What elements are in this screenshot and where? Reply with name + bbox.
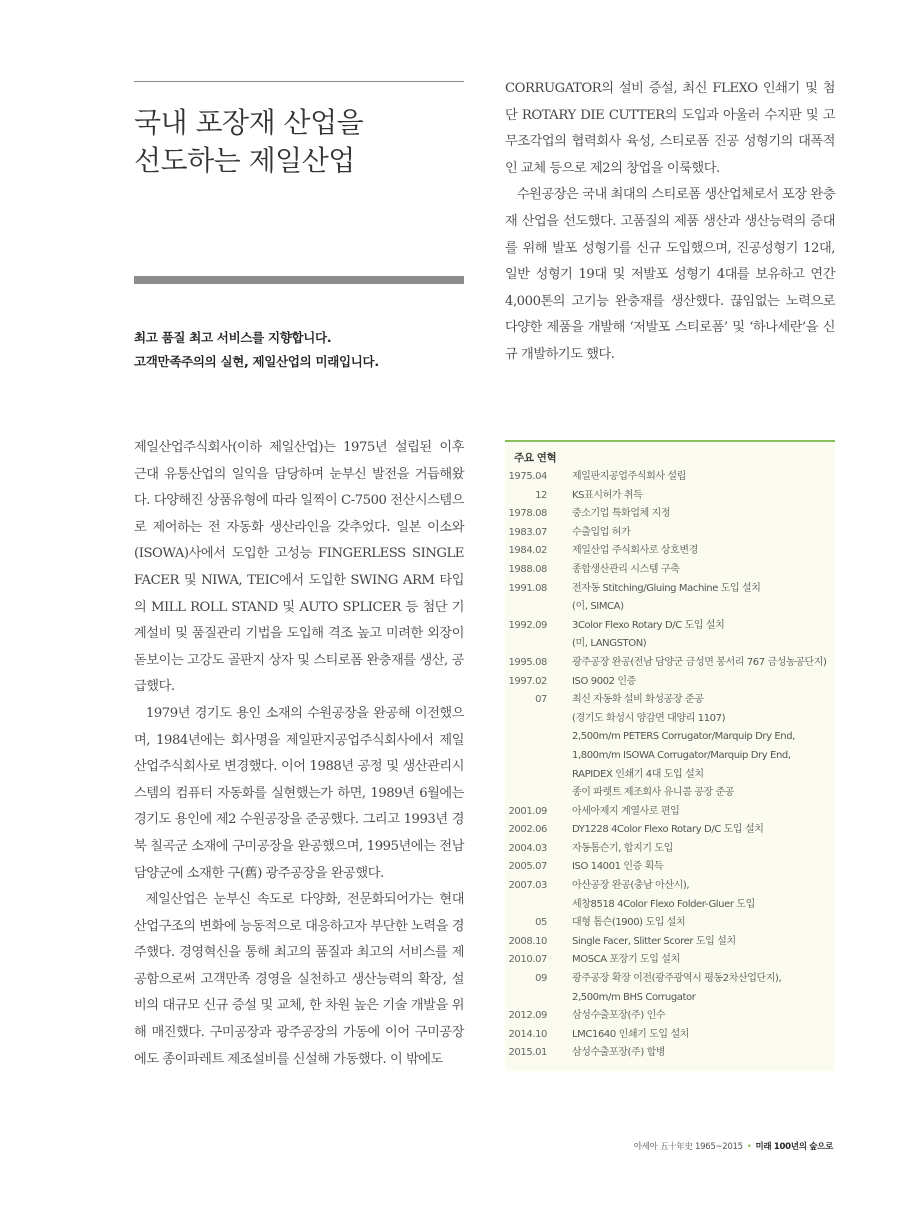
timeline-row [505, 710, 835, 729]
subtitle [134, 326, 464, 374]
timeline-date: 1995.08 [508, 656, 547, 668]
timeline-event: Single Facer, Slitter Scorer 도입 설치 [572, 935, 736, 947]
timeline-event: 2,500m/m BHS Corrugator [572, 991, 696, 1003]
timeline-date [505, 635, 572, 654]
timeline-rows [505, 468, 835, 1063]
thick-divider [134, 276, 464, 284]
paragraph: 수원공장은 국내 최대의 스티로폼 생산업체로서 포장 완충재 산업을 선도했다. 고품질의 제품 생산과 생산능력의 증대를 위해 발포 성형기를 신규 도입했으며, 진공성형기 12대, 일반 성형기 19대 및 저발포 성형기 4대를 보유하고 연간 4,000톤의 고기능 완충재를 생산했다. 끊임없는 노력으로 다양한 제품을 개발해 ‘저발포 스티로폼’ 및 ‘하나세란’을 신규 개발하기도 했다. [505, 187, 835, 362]
timeline-row [505, 970, 835, 989]
timeline-event: 종이 파렛트 제조회사 유니콤 공장 준공 [572, 787, 735, 799]
timeline-row [505, 728, 835, 747]
timeline-row [505, 821, 835, 840]
paragraph: 제일산업주식회사(이하 제일산업)는 1975년 설립된 이후 근대 유통산업의 일익을 담당하며 눈부신 발전을 거듭해왔다. 다양해진 상품유형에 따라 일찍이 C-7500 전산시스템으로 제어하는 전 자동화 생산라인을 갖추었다. 일본 이소와(ISOWA)사에서 도입한 고성능 FINGERLESS SINGLE FACER 및 NIWA, TEIC에서 도입한 SWING ARM 타입의 MILL ROLL STAND 및 AUTO SPLICER 등 첨단 기계설비 및 품질관리 기법을 도입해 격조 높고 미려한 외장이 돋보이는 고강도 골판지 상자 및 스티로폼 완충재를 생산, 공급했다. [134, 440, 464, 695]
page-footer [634, 1140, 833, 1152]
timeline-date: 09 [535, 973, 547, 985]
timeline-event: ISO 9002 인증 [572, 675, 636, 687]
timeline-event: DY1228 4Color Flexo Rotary D/C 도입 설치 [572, 824, 764, 836]
timeline-event: 전자동 Stitching/Gluing Machine 도입 설치 [572, 582, 761, 594]
timeline-row [505, 673, 835, 692]
timeline-row [505, 933, 835, 952]
timeline-date: 2012.09 [508, 1010, 547, 1022]
footer-book-title: 아세아 五十年史 1965~2015 [633, 1142, 743, 1152]
paragraph: 1979년 경기도 용인 소재의 수원공장을 완공해 이전했으며, 1984년에는 회사명을 제일판지공업주식회사에서 제일산업주식회사로 변경했다. 이어 1988년 공정 및 생산관리시스템의 컴퓨터 자동화를 실현했는가 하면, 1989년 6월에는 경기도 용인에 제2 수원공장을 준공했다. 그리고 1993년 경북 칠곡군 소재에 구미공장을 완공했으며, 1995년에는 전남 담양군에 소재한 구(舊) 광주공장을 완공했다. [134, 705, 464, 881]
timeline-row [505, 840, 835, 859]
timeline-row [505, 896, 835, 915]
timeline-event: RAPIDEX 인쇄기 4대 도입 설치 [572, 768, 704, 780]
timeline-date: 2008.10 [508, 935, 547, 947]
timeline-row [505, 951, 835, 970]
timeline-row [505, 505, 835, 524]
timeline-event: 대형 톰슨(1900) 도입 설치 [572, 917, 686, 929]
bullet-icon: • [746, 1142, 752, 1152]
timeline-event: ISO 14001 인증 획득 [572, 861, 664, 873]
timeline-event: 아산공장 완공(충남 아산시), [572, 880, 690, 892]
timeline-row [505, 1007, 835, 1026]
timeline-row [505, 635, 835, 654]
timeline-event: 최신 자동화 설비 화성공장 준공 [572, 694, 704, 706]
timeline-date: 05 [535, 917, 547, 929]
timeline-date: 1984.02 [508, 545, 547, 557]
timeline-event: 자동톰슨기, 합지기 도입 [572, 842, 673, 854]
page-title [134, 104, 464, 180]
timeline-row [505, 561, 835, 580]
timeline-date: 07 [535, 694, 547, 706]
timeline-row [505, 524, 835, 543]
timeline-event: 1,800m/m ISOWA Corrugator/Marquip Dry End, [572, 749, 791, 761]
timeline-date: 2007.03 [508, 880, 547, 892]
timeline-row [505, 989, 835, 1008]
history-timeline [505, 440, 835, 1071]
timeline-row [505, 766, 835, 785]
timeline-row [505, 1026, 835, 1045]
timeline-date [505, 728, 572, 747]
timeline-row [505, 468, 835, 487]
timeline-date: 1991.08 [508, 582, 547, 594]
right-column [505, 76, 835, 369]
timeline-date: 2010.07 [508, 954, 547, 966]
timeline-date [505, 896, 572, 915]
timeline-row [505, 691, 835, 710]
timeline-date: 2002.06 [508, 824, 547, 836]
timeline-row [505, 914, 835, 933]
timeline-event: 광주공장 완공(전남 담양군 금성면 봉서리 767 금성농공단지) [572, 656, 827, 668]
timeline-event: 세창8518 4Color Flexo Folder-Gluer 도입 [572, 898, 755, 910]
timeline-event: 아세아제지 계열사로 편입 [572, 805, 680, 817]
timeline-event: (경기도 화성시 양감면 대양리 1107) [572, 712, 726, 724]
timeline-event: 중소기업 특화업체 지정 [572, 508, 671, 520]
timeline-event: 3Color Flexo Rotary D/C 도입 설치 [572, 619, 725, 631]
timeline-row [505, 580, 835, 599]
timeline-title: 주요 연혁 [514, 452, 557, 464]
footer-section-title: 미래 100년의 숲으로 [755, 1142, 833, 1152]
timeline-row [505, 858, 835, 877]
timeline-row [505, 617, 835, 636]
timeline-date: 1997.02 [508, 675, 547, 687]
timeline-row [505, 542, 835, 561]
timeline-row [505, 654, 835, 673]
timeline-event: LMC1640 인쇄기 도입 설치 [572, 1028, 689, 1040]
timeline-row [505, 598, 835, 617]
timeline-date [505, 710, 572, 729]
timeline-date: 1992.09 [508, 619, 547, 631]
left-column [134, 435, 464, 1073]
timeline-date: 1983.07 [508, 526, 547, 538]
timeline-date: 2004.03 [508, 842, 547, 854]
timeline-event: (이, SIMCA) [572, 601, 624, 613]
timeline-date: 2014.10 [508, 1028, 547, 1040]
timeline-date [505, 989, 572, 1008]
subtitle-line-2: 고객만족주의의 실현, 제일산업의 미래입니다. [134, 354, 379, 369]
timeline-event: 제일판지공업주식회사 설립 [572, 471, 686, 482]
title-line-1: 국내 포장재 산업을 [134, 106, 364, 139]
timeline-event: 삼성수출포장(주) 합병 [572, 1047, 666, 1059]
timeline-date: 2015.01 [508, 1047, 547, 1059]
top-rule [134, 81, 464, 82]
paragraph: CORRUGATOR의 설비 증설, 최신 FLEXO 인쇄기 및 첨단 ROTARY DIE CUTTER의 도입과 아울러 수지판 및 고무조각업의 협력회사 육성, 스티로폼 진공 성형기의 대폭적인 교체 등으로 제2의 창업을 이룩했다. [505, 81, 835, 176]
subtitle-line-1: 최고 품질 최고 서비스를 지향합니다. [134, 330, 332, 345]
timeline-row [505, 877, 835, 896]
timeline-event: (미, LANGSTON) [572, 638, 647, 650]
timeline-date: 12 [535, 489, 547, 501]
timeline-event: 수출입업 허가 [572, 526, 631, 538]
timeline-date: 2005.07 [508, 861, 547, 873]
timeline-event: 2,500m/m PETERS Corrugator/Marquip Dry End, [572, 731, 795, 743]
title-line-2: 선도하는 제일산업 [134, 144, 355, 177]
timeline-event: KS표시허가 취득 [572, 489, 643, 501]
timeline-date [505, 784, 572, 803]
timeline-event: MOSCA 포장기 도입 설치 [572, 954, 680, 966]
timeline-row [505, 803, 835, 822]
timeline-event: 삼성수출포장(주) 인수 [572, 1010, 666, 1022]
timeline-date [505, 766, 572, 785]
timeline-date: 1975.04 [508, 471, 547, 482]
timeline-row [505, 1044, 835, 1063]
timeline-date: 1988.08 [508, 563, 547, 575]
paragraph: 제일산업은 눈부신 속도로 다양화, 전문화되어가는 현대 산업구조의 변화에 능동적으로 대응하고자 부단한 노력을 경주했다. 경영혁신을 통해 최고의 품질과 최고의 서비스를 제공함으로써 고객만족 경영을 실천하고 생산능력의 확장, 설비의 대규모 신규 증설 및 교체, 한 차원 높은 기술 개발을 위해 매진했다. 구미공장과 광주공장의 가동에 이어 구미공장에도 종이파레트 제조설비를 신설해 가동했다. 이 밖에도 [134, 892, 464, 1067]
timeline-date: 1978.08 [508, 508, 547, 520]
timeline-date [505, 598, 572, 617]
timeline-date [505, 747, 572, 766]
timeline-event: 제일산업 주식회사로 상호변경 [572, 545, 698, 557]
timeline-row [505, 487, 835, 506]
timeline-row [505, 784, 835, 803]
timeline-event: 광주공장 확장 이전(광주광역시 평동2차산업단지), [572, 973, 782, 985]
timeline-event: 종합생산관리 시스템 구축 [572, 563, 680, 575]
timeline-date: 2001.09 [508, 805, 547, 817]
timeline-row [505, 747, 835, 766]
